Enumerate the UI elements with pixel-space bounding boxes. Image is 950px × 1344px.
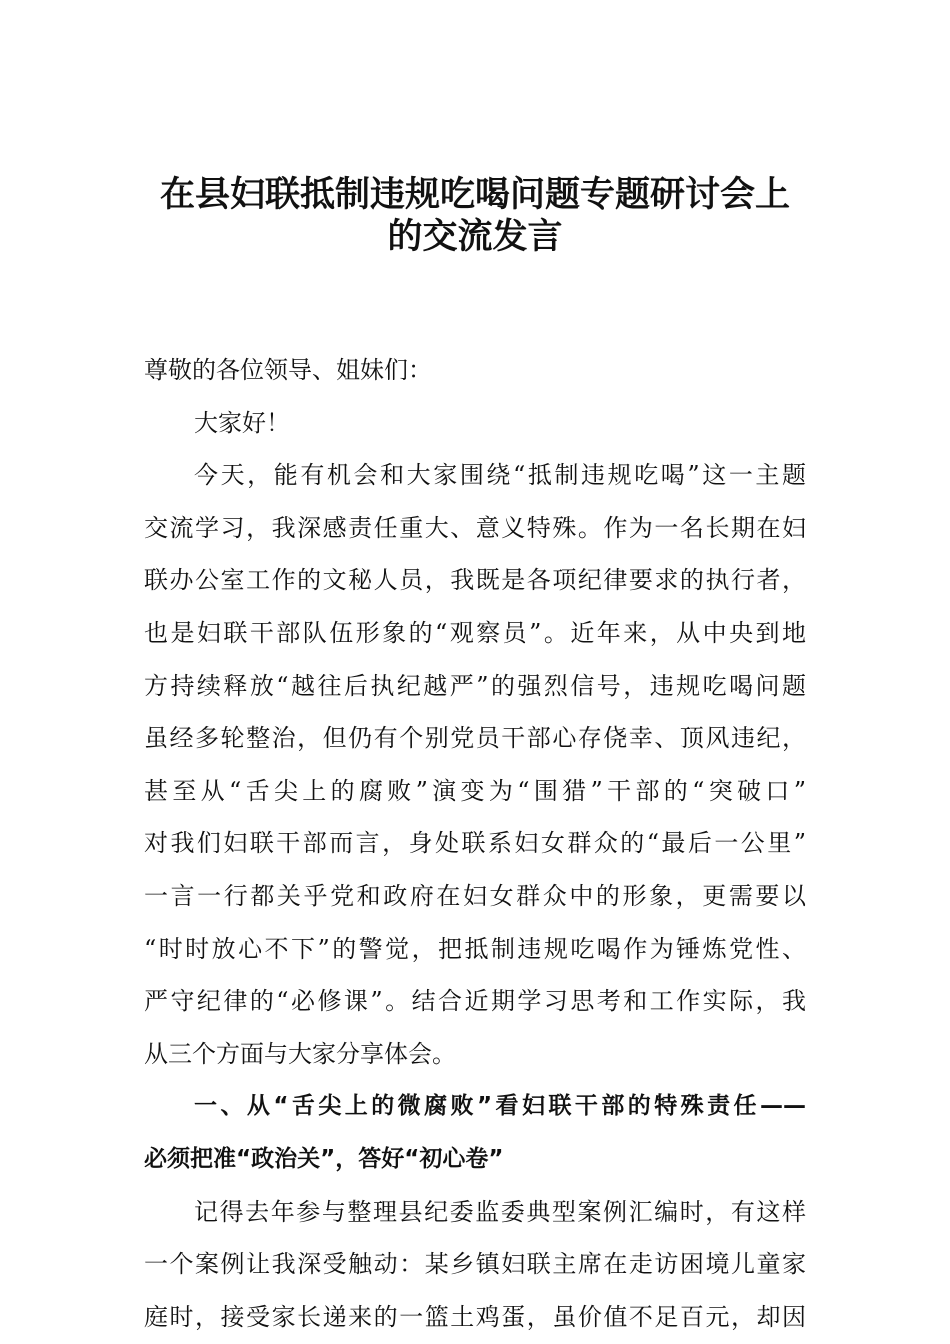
paragraph-line: 方持续释放“越往后执纪越严”的强烈信号，违规吃喝问题: [144, 671, 806, 700]
salutation: 尊敬的各位领导、姐妹们：: [144, 356, 432, 384]
greeting: 大家好！: [194, 408, 290, 437]
paragraph-2: [144, 1186, 806, 1344]
heading-line: 必须把准“政治关”，答好“初心卷”: [144, 1145, 504, 1172]
paragraph-line: 虽经多轮整治，但仍有个别党员干部心存侥幸、顶风违纪，: [144, 724, 806, 753]
paragraph-line: 甚至从“舌尖上的腐败”演变为“围猎”干部的“突破口”: [144, 776, 806, 805]
section-heading-1: [144, 1080, 806, 1185]
paragraph-line: 对我们妇联干部而言，身处联系妇女群众的“最后一公里”: [144, 829, 806, 858]
paragraph-line: 从三个方面与大家分享体会。: [144, 1039, 456, 1068]
heading-line: 一、从“舌尖上的微腐败”看妇联干部的特殊责任——: [194, 1093, 806, 1120]
paragraph-line: 也是妇联干部队伍形象的“观察员”。近年来，从中央到地: [144, 618, 806, 647]
paragraph-line: 记得去年参与整理县纪委监委典型案例汇编时，有这样: [194, 1197, 806, 1226]
paragraph-line: 一个案例让我深受触动：某乡镇妇联主席在走访困境儿童家: [144, 1250, 806, 1279]
paragraph-line: 联办公室工作的文秘人员，我既是各项纪律要求的执行者，: [144, 566, 806, 595]
paragraph-line: 严守纪律的“必修课”。结合近期学习思考和工作实际，我: [144, 987, 806, 1016]
paragraph-line: 交流学习，我深感责任重大、意义特殊。作为一名长期在妇: [144, 513, 806, 542]
paragraph-line: 庭时，接受家长递来的一篮土鸡蛋，虽价值不足百元，却因: [144, 1302, 806, 1331]
document-title-line-1: 在县妇联抵制违规吃喝问题专题研讨会上: [159, 174, 790, 215]
paragraph-line: 今天，能有机会和大家围绕“抵制违规吃喝”这一主题: [194, 461, 806, 490]
paragraph-line: 一言一行都关乎党和政府在妇女群众中的形象，更需要以: [144, 881, 806, 910]
paragraph-1: [144, 449, 806, 1080]
document-title-line-2: 的交流发言: [387, 216, 563, 257]
document-body: [144, 344, 806, 1343]
paragraph-line: “时时放心不下”的警觉，把抵制违规吃喝作为锤炼党性、: [144, 934, 806, 963]
